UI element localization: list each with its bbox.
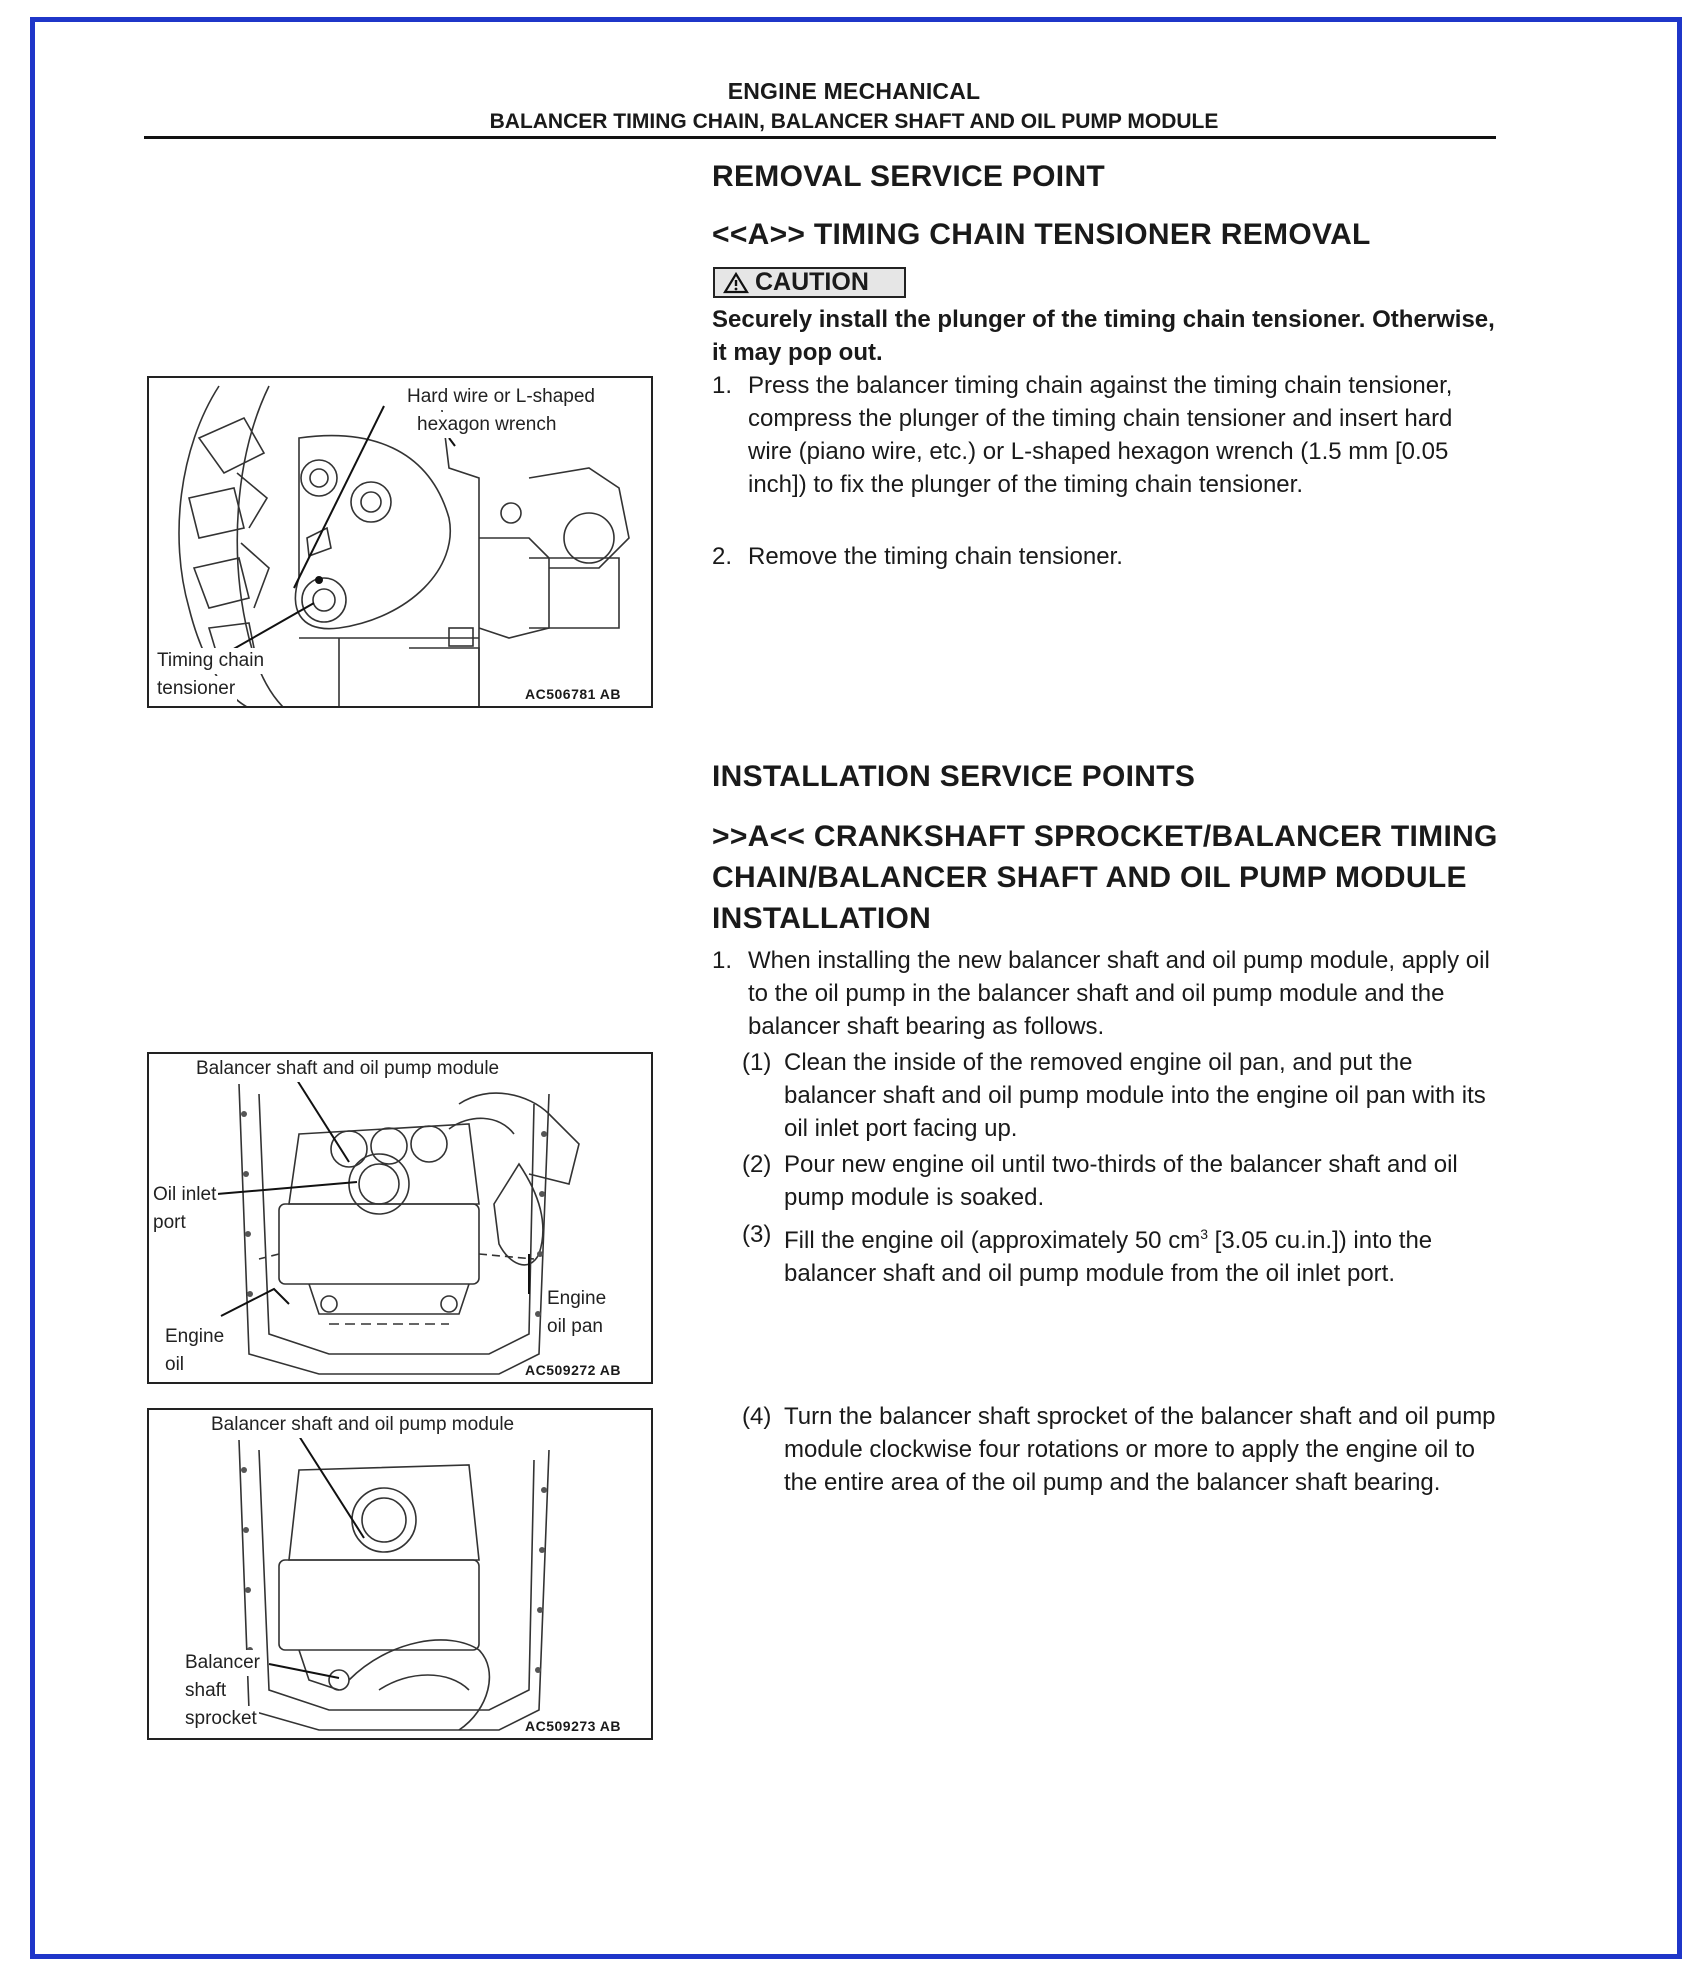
removal-step-2 bbox=[712, 540, 1497, 573]
substep-number: (4) bbox=[742, 1403, 772, 1430]
figure-label: Balancer shaft and oil pump module bbox=[209, 1412, 516, 1438]
figure-label: Engine bbox=[545, 1286, 608, 1312]
installation-substep-4 bbox=[742, 1400, 1502, 1499]
step-text: Press the balancer timing chain against the timing chain tensioner, compress the plunger of the timing chain tensioner and insert hard wire (piano wire, etc.) or L-shaped hexagon wrench (1.5 mm [0.05 inch]) to fix the plunger of the timing chain tensioner. bbox=[748, 372, 1453, 498]
installation-step-1 bbox=[712, 944, 1497, 1043]
figure-label: hexagon wrench bbox=[415, 412, 558, 438]
installation-substep-1 bbox=[742, 1046, 1502, 1145]
installation-substep-2 bbox=[742, 1148, 1502, 1214]
step-number: 2. bbox=[712, 543, 733, 570]
step-text: When installing the new balancer shaft and oil pump module, apply oil to the oil pump in the balancer shaft and oil pump module and the balancer shaft bearing as follows. bbox=[748, 947, 1490, 1040]
substep-text: Turn the balancer shaft sprocket of the balancer shaft and oil pump module clockwise four rotations or more to apply the engine oil to the entire area of the oil pump and the balancer shaft bearing. bbox=[784, 1403, 1496, 1496]
figure-code: AC506781 AB bbox=[525, 686, 622, 702]
figure-label: Oil inlet bbox=[151, 1182, 218, 1208]
removal-heading: REMOVAL SERVICE POINT bbox=[712, 160, 1106, 193]
caution-label: CAUTION bbox=[755, 268, 869, 296]
warning-triangle-icon bbox=[723, 272, 749, 294]
step-text: Remove the timing chain tensioner. bbox=[748, 543, 1123, 570]
substep-text: Pour new engine oil until two-thirds of the balancer shaft and oil pump module is soaked. bbox=[784, 1151, 1458, 1211]
header-page-title: BALANCER TIMING CHAIN, BALANCER SHAFT AND OIL PUMP MODULE bbox=[489, 110, 1219, 133]
figure-timing-chain-tensioner bbox=[147, 376, 653, 708]
figure-label: Balancer bbox=[183, 1650, 262, 1676]
figure-label: Timing chain bbox=[155, 648, 266, 674]
installation-heading: INSTALLATION SERVICE POINTS bbox=[712, 760, 1196, 793]
figure-code: AC509272 AB bbox=[525, 1362, 622, 1378]
substep-text: Fill the engine oil (approximately 50 $cm^3$ [3.05 cu.in.]) into the balancer shaft and oil pump module from the oil inlet port. bbox=[784, 1226, 1433, 1287]
header-section-title: ENGINE MECHANICAL bbox=[727, 78, 981, 104]
header-rule bbox=[144, 136, 1496, 139]
caution-text: Securely install the plunger of the timing chain tensioner. Otherwise, it may pop out. bbox=[712, 306, 1495, 366]
substep-text: Clean the inside of the removed engine oil pan, and put the balancer shaft and oil pump module into the engine oil pan with its oil inlet port facing up. bbox=[784, 1049, 1486, 1142]
step-number: 1. bbox=[712, 947, 733, 974]
figure-label: oil bbox=[163, 1352, 186, 1378]
figure-code: AC509273 AB bbox=[525, 1718, 622, 1734]
installation-subheading: >>A<< CRANKSHAFT SPROCKET/BALANCER TIMING CHAIN/BALANCER SHAFT AND OIL PUMP MODULE INSTALLATION bbox=[712, 820, 1498, 935]
figure-label: shaft bbox=[183, 1678, 228, 1704]
removal-step-1 bbox=[712, 369, 1497, 501]
step-number: 1. bbox=[712, 372, 733, 399]
removal-subheading: <<A>> TIMING CHAIN TENSIONER REMOVAL bbox=[712, 218, 1371, 251]
figure-label: oil pan bbox=[545, 1314, 605, 1340]
figure-turn-sprocket bbox=[147, 1408, 653, 1740]
figure-label: tensioner bbox=[155, 676, 237, 702]
figure-label: Balancer shaft and oil pump module bbox=[194, 1056, 501, 1082]
substep-number: (3) bbox=[742, 1221, 772, 1248]
figure-label: Engine bbox=[163, 1324, 226, 1350]
figure-label: port bbox=[151, 1210, 188, 1236]
figure-label: Hard wire or L-shaped bbox=[405, 384, 597, 410]
figure-oil-pan-fill bbox=[147, 1052, 653, 1384]
substep-number: (1) bbox=[742, 1049, 772, 1076]
figure-label: sprocket bbox=[183, 1706, 259, 1732]
substep-number: (2) bbox=[742, 1151, 772, 1178]
installation-substep-3 bbox=[742, 1218, 1502, 1290]
caution-box bbox=[713, 267, 906, 298]
